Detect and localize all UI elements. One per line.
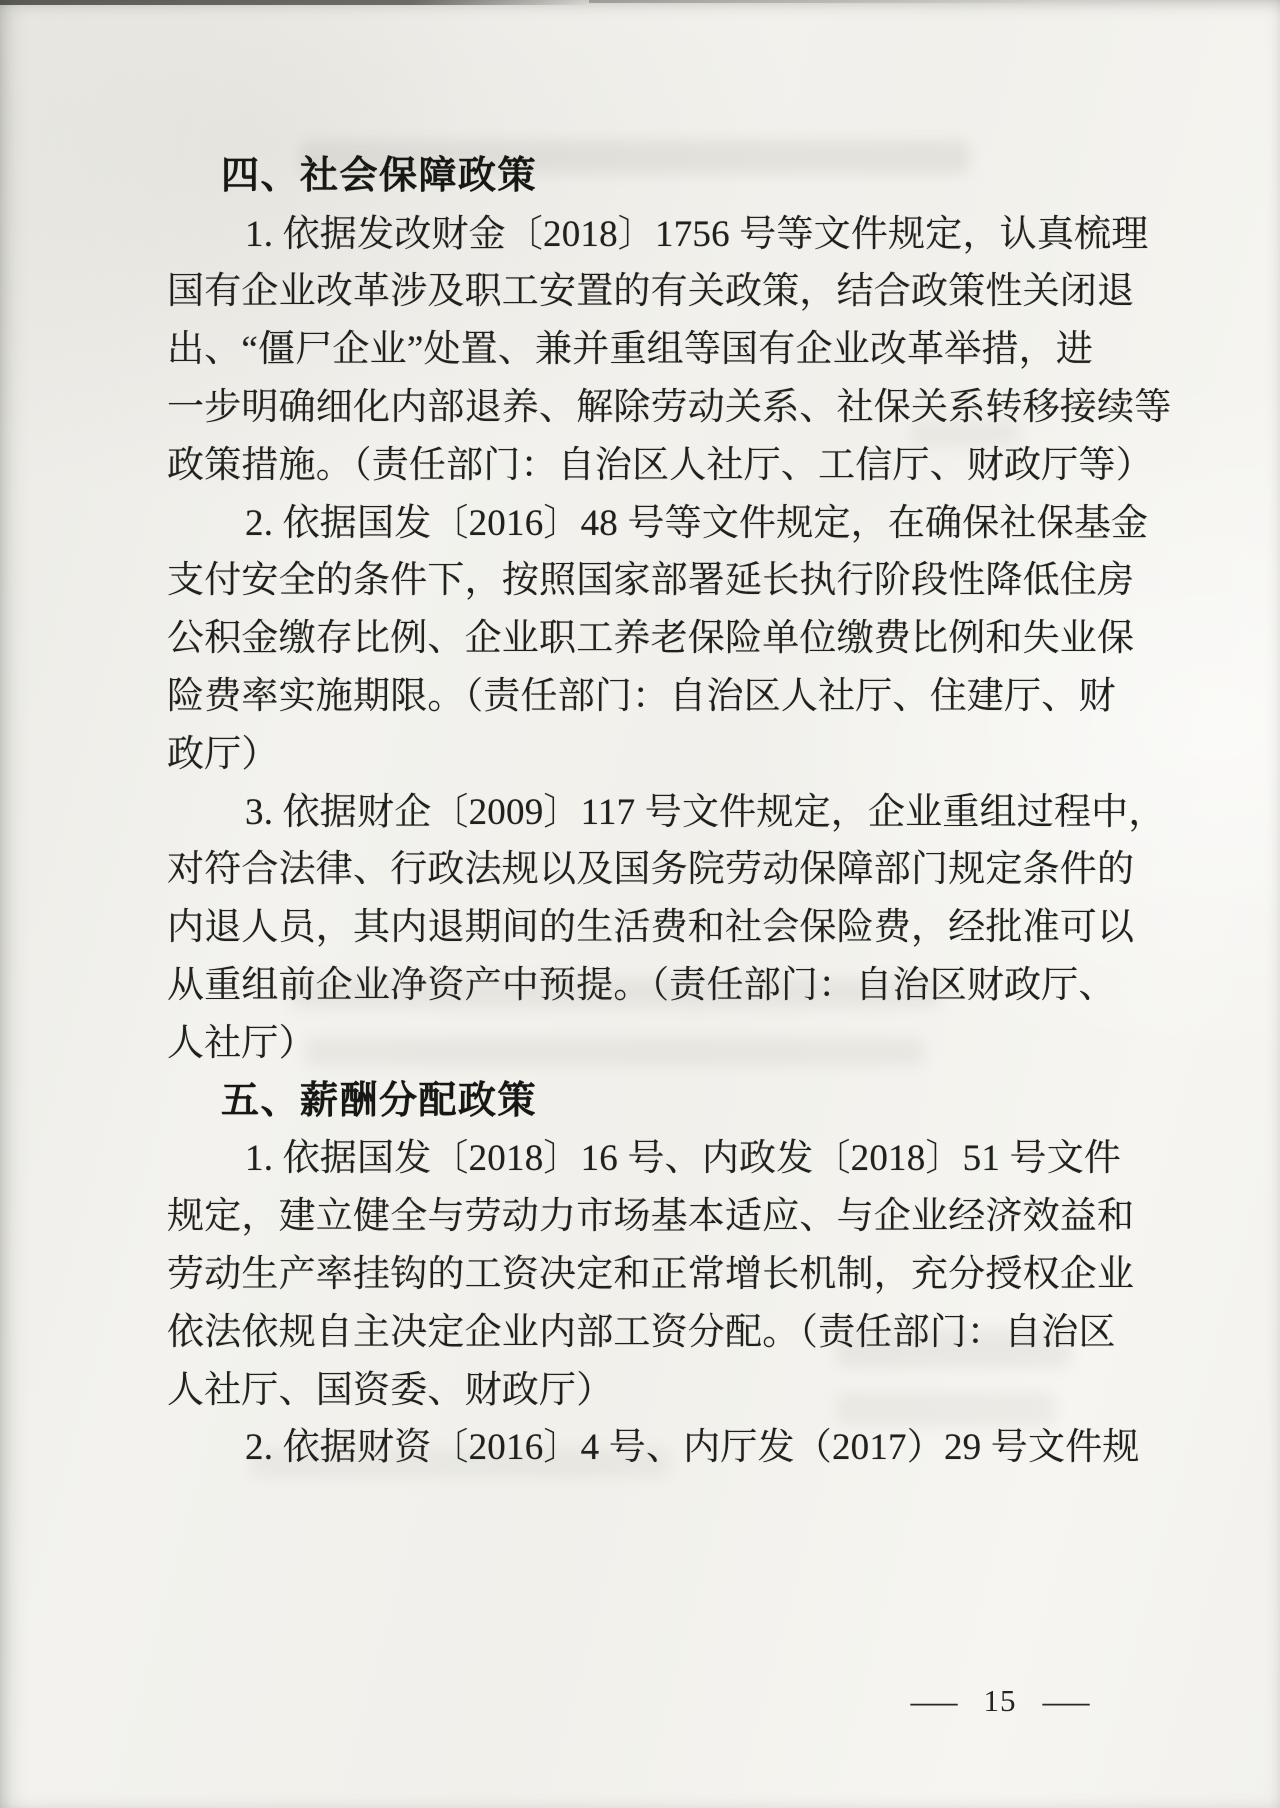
text-line: 内退人员，其内退期间的生活费和社会保险费，经批准可以 [167,907,1135,949]
text-line: 从重组前企业净资产中预提。（责任部门：自治区财政厅、 [167,965,1116,1007]
text-line: 3. 依据财企〔2009〕117 号文件规定，企业重组过程中， [245,791,1166,833]
scan-edge-artifact [0,0,589,5]
text-line: 依法依规自主决定企业内部工资分配。（责任部门：自治区 [167,1311,1116,1353]
scan-edge-artifact [589,0,1101,3]
footer-dash-right: — [1042,1681,1090,1721]
text-line: 出、“僵尸企业”处置、兼并重组等国有企业改革举措，进 [167,329,1094,371]
page-number: 15 [983,1683,1017,1718]
text-line: 政策措施。（责任部门：自治区人社厅、工信厅、财政厅等） [167,444,1153,486]
text-line: 劳动生产率挂钩的工资决定和正常增长机制，充分授权企业 [167,1254,1135,1296]
text-line: 一步明确细化内部退养、解除劳动关系、社保关系转移接续等 [167,387,1172,429]
text-line: 1. 依据发改财金〔2018〕1756 号等文件规定，认真梳理 [245,213,1149,255]
section-heading-salary-distribution: 五、薪酬分配政策 [221,1080,538,1123]
page-number-footer [910,1680,1090,1722]
text-line: 支付安全的条件下，按照国家部署延长执行阶段性降低住房 [167,560,1135,602]
text-line: 公积金缴存比例、企业职工养老保险单位缴费比例和失业保 [167,618,1135,660]
text-line: 国有企业改革涉及职工安置的有关政策，结合政策性关闭退 [167,271,1135,313]
text-line: 政厅） [167,733,279,775]
text-line: 人社厅、国资委、财政厅） [167,1369,614,1411]
footer-dash-left: — [910,1681,958,1721]
text-line: 规定，建立健全与劳动力市场基本适应、与企业经济效益和 [167,1196,1135,1238]
document-body [167,143,1172,1472]
text-line: 2. 依据财资〔2016〕4 号、内厅发（2017）29 号文件规 [245,1427,1140,1469]
section-heading-social-security: 四、社会保障政策 [221,155,538,198]
text-line: 2. 依据国发〔2016〕48 号等文件规定，在确保社保基金 [245,502,1149,544]
text-line: 险费率实施期限。（责任部门：自治区人社厅、住建厅、财 [167,676,1116,718]
text-line: 人社厅） [167,1022,316,1064]
text-line: 对符合法律、行政法规以及国务院劳动保障部门规定条件的 [167,849,1135,891]
text-line: 1. 依据国发〔2018〕16 号、内政发〔2018〕51 号文件 [245,1138,1122,1180]
